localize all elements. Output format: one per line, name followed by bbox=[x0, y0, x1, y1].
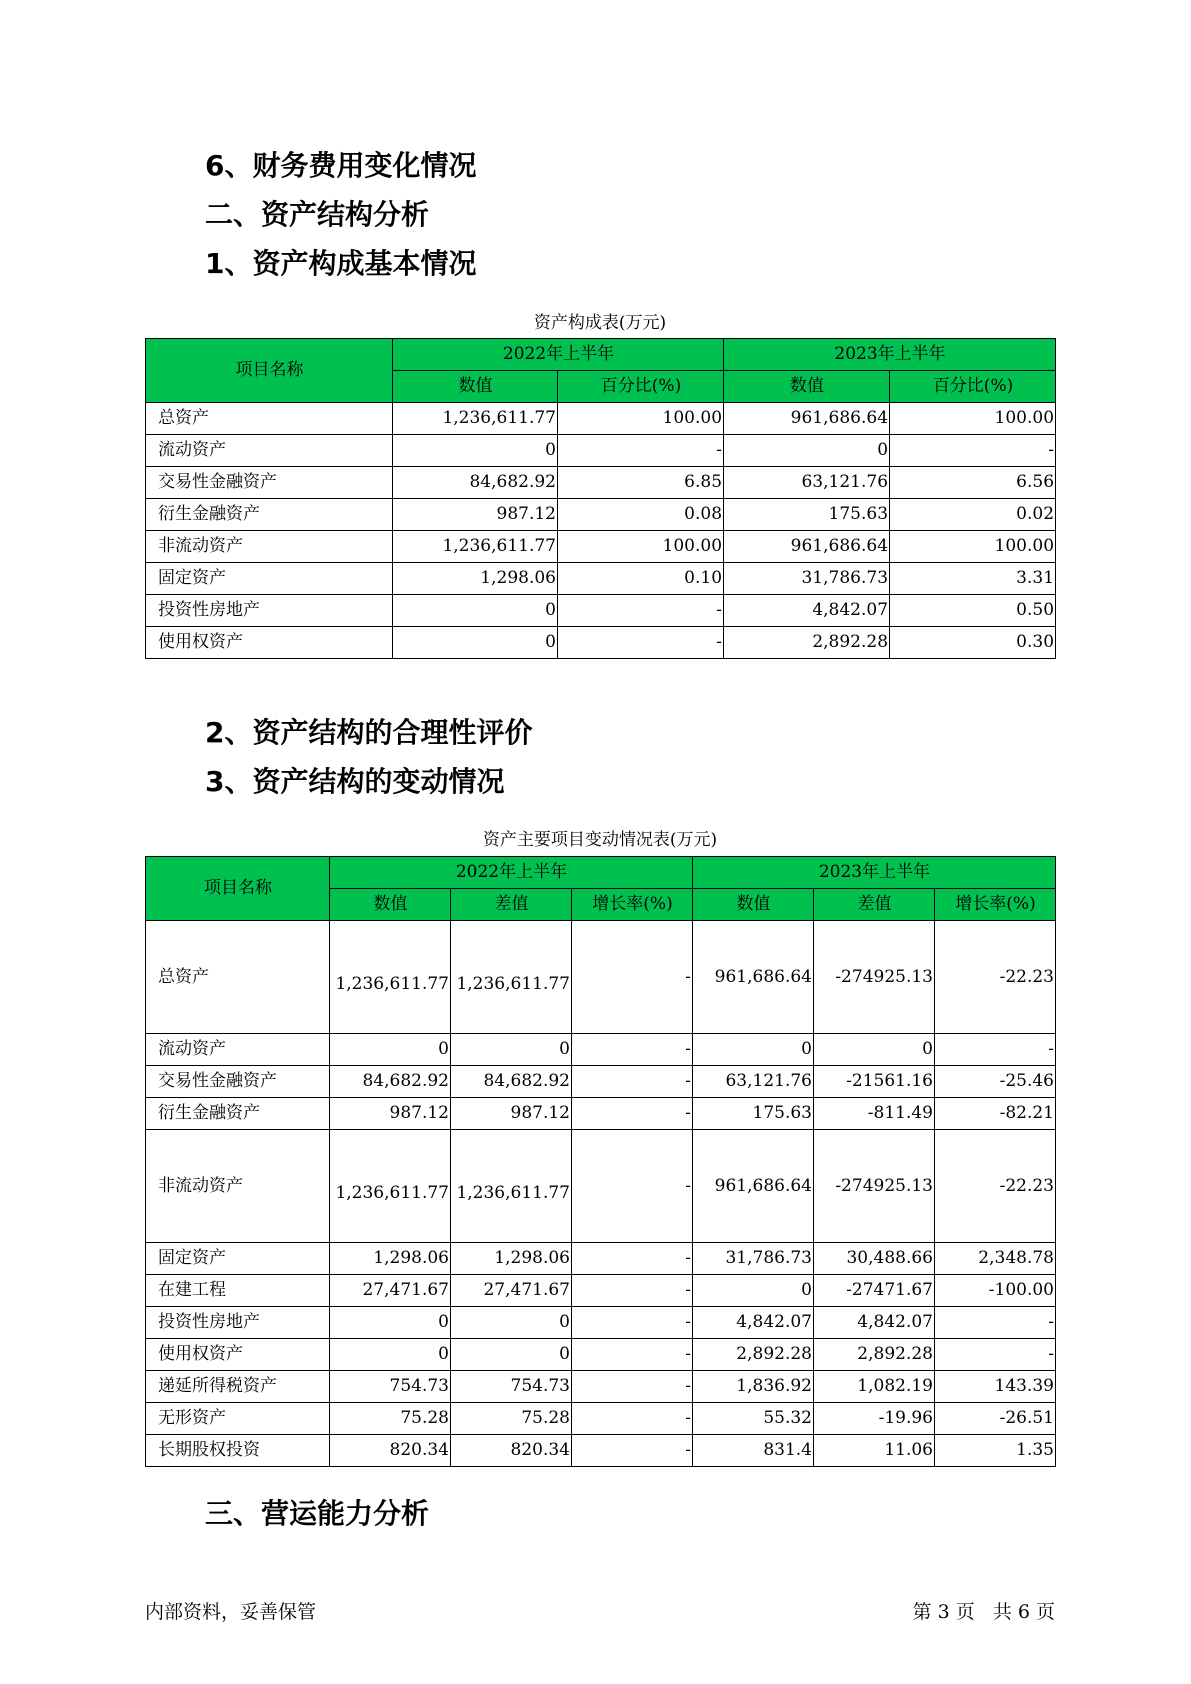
row-cell-p1: 0.10 bbox=[558, 563, 724, 595]
row-cell-g2: -100.00 bbox=[935, 1275, 1056, 1307]
row-cell-v1: 0 bbox=[393, 627, 558, 659]
row-cell-v2: 4,842.07 bbox=[693, 1307, 814, 1339]
row-item-name: 无形资产 bbox=[146, 1403, 330, 1435]
row-cell-v1: 0 bbox=[393, 435, 558, 467]
row-cell-v1: 1,236,611.77 bbox=[330, 921, 451, 1034]
row-cell-d2: -19.96 bbox=[814, 1403, 935, 1435]
row-cell-v1: 987.12 bbox=[393, 499, 558, 531]
row-cell-g1: - bbox=[572, 1307, 693, 1339]
row-cell-g1: - bbox=[572, 1339, 693, 1371]
row-cell-d2: -274925.13 bbox=[814, 1130, 935, 1243]
row-cell-p1: 6.85 bbox=[558, 467, 724, 499]
header-percent: 百分比(%) bbox=[890, 371, 1056, 403]
row-cell-v2: 2,892.28 bbox=[693, 1339, 814, 1371]
row-cell-v1: 0 bbox=[330, 1034, 451, 1066]
row-cell-g1: - bbox=[572, 1098, 693, 1130]
row-cell-g1: - bbox=[572, 1403, 693, 1435]
row-cell-d2: 30,488.66 bbox=[814, 1243, 935, 1275]
row-cell-v2: 4,842.07 bbox=[724, 595, 890, 627]
header-period-2022: 2022年上半年 bbox=[393, 339, 724, 371]
row-cell-d2: 1,082.19 bbox=[814, 1371, 935, 1403]
table-header-row bbox=[146, 857, 1056, 889]
row-cell-d2: -21561.16 bbox=[814, 1066, 935, 1098]
row-cell-p2: 100.00 bbox=[890, 531, 1056, 563]
row-cell-p1: 100.00 bbox=[558, 403, 724, 435]
row-cell-g1: - bbox=[572, 1371, 693, 1403]
table-row bbox=[146, 1435, 1056, 1467]
row-cell-d1: 75.28 bbox=[451, 1403, 572, 1435]
row-cell-g1: - bbox=[572, 1034, 693, 1066]
section-heading-structure-evaluation: 2、资产结构的合理性评价 bbox=[205, 716, 533, 749]
header-growth: 增长率(%) bbox=[935, 889, 1056, 921]
row-cell-g1: - bbox=[572, 1243, 693, 1275]
row-item-name: 长期股权投资 bbox=[146, 1435, 330, 1467]
row-cell-v2: 961,686.64 bbox=[724, 531, 890, 563]
row-cell-g2: 2,348.78 bbox=[935, 1243, 1056, 1275]
table-row bbox=[146, 1307, 1056, 1339]
row-cell-g2: 1.35 bbox=[935, 1435, 1056, 1467]
row-cell-d2: 2,892.28 bbox=[814, 1339, 935, 1371]
row-cell-g2: -25.46 bbox=[935, 1066, 1056, 1098]
row-cell-v1: 1,236,611.77 bbox=[393, 403, 558, 435]
row-cell-g2: -22.23 bbox=[935, 1130, 1056, 1243]
header-item-name: 项目名称 bbox=[146, 857, 330, 921]
table-row bbox=[146, 627, 1056, 659]
table-row bbox=[146, 1371, 1056, 1403]
row-cell-v1: 0 bbox=[330, 1339, 451, 1371]
table2-caption: 资产主要项目变动情况表(万元) bbox=[482, 830, 718, 850]
table-row bbox=[146, 1339, 1056, 1371]
row-cell-g2: - bbox=[935, 1339, 1056, 1371]
row-item-name: 非流动资产 bbox=[146, 531, 393, 563]
table-row bbox=[146, 595, 1056, 627]
row-cell-p1: 0.08 bbox=[558, 499, 724, 531]
row-cell-v2: 175.63 bbox=[693, 1098, 814, 1130]
row-cell-d2: -27471.67 bbox=[814, 1275, 935, 1307]
row-item-name: 固定资产 bbox=[146, 1243, 330, 1275]
row-cell-p2: 3.31 bbox=[890, 563, 1056, 595]
table-row bbox=[146, 563, 1056, 595]
table-row bbox=[146, 1403, 1056, 1435]
header-item-name: 项目名称 bbox=[146, 339, 393, 403]
row-cell-g1: - bbox=[572, 1435, 693, 1467]
row-cell-v2: 831.4 bbox=[693, 1435, 814, 1467]
row-cell-d2: -274925.13 bbox=[814, 921, 935, 1034]
row-cell-d2: 11.06 bbox=[814, 1435, 935, 1467]
row-cell-v1: 0 bbox=[330, 1307, 451, 1339]
row-cell-v1: 75.28 bbox=[330, 1403, 451, 1435]
header-value: 数值 bbox=[724, 371, 890, 403]
row-cell-v1: 84,682.92 bbox=[393, 467, 558, 499]
row-cell-d1: 27,471.67 bbox=[451, 1275, 572, 1307]
row-cell-v1: 754.73 bbox=[330, 1371, 451, 1403]
row-cell-g1: - bbox=[572, 921, 693, 1034]
row-cell-v2: 63,121.76 bbox=[724, 467, 890, 499]
row-cell-p1: - bbox=[558, 627, 724, 659]
header-diff: 差值 bbox=[814, 889, 935, 921]
row-cell-p2: - bbox=[890, 435, 1056, 467]
row-item-name: 衍生金融资产 bbox=[146, 499, 393, 531]
row-cell-g2: -22.23 bbox=[935, 921, 1056, 1034]
row-cell-p1: - bbox=[558, 595, 724, 627]
row-cell-g1: - bbox=[572, 1066, 693, 1098]
row-item-name: 固定资产 bbox=[146, 563, 393, 595]
row-item-name: 交易性金融资产 bbox=[146, 1066, 330, 1098]
row-cell-p2: 0.50 bbox=[890, 595, 1056, 627]
row-item-name: 总资产 bbox=[146, 403, 393, 435]
section-heading-asset-structure: 二、资产结构分析 bbox=[205, 198, 430, 231]
header-value: 数值 bbox=[393, 371, 558, 403]
table-row bbox=[146, 1098, 1056, 1130]
table-row bbox=[146, 499, 1056, 531]
row-cell-g2: -82.21 bbox=[935, 1098, 1056, 1130]
row-cell-v2: 31,786.73 bbox=[724, 563, 890, 595]
row-cell-g2: 143.39 bbox=[935, 1371, 1056, 1403]
row-cell-v2: 961,686.64 bbox=[693, 1130, 814, 1243]
row-cell-d1: 0 bbox=[451, 1307, 572, 1339]
row-item-name: 总资产 bbox=[146, 921, 330, 1034]
header-period-2023: 2023年上半年 bbox=[693, 857, 1056, 889]
row-cell-v2: 175.63 bbox=[724, 499, 890, 531]
row-cell-p2: 0.02 bbox=[890, 499, 1056, 531]
section-heading-asset-composition: 1、资产构成基本情况 bbox=[205, 247, 477, 280]
row-cell-d1: 1,236,611.77 bbox=[451, 1130, 572, 1243]
header-growth: 增长率(%) bbox=[572, 889, 693, 921]
header-period-2022: 2022年上半年 bbox=[330, 857, 693, 889]
row-cell-d1: 820.34 bbox=[451, 1435, 572, 1467]
row-cell-p2: 0.30 bbox=[890, 627, 1056, 659]
row-cell-v1: 820.34 bbox=[330, 1435, 451, 1467]
header-value: 数值 bbox=[693, 889, 814, 921]
table-row bbox=[146, 435, 1056, 467]
row-cell-d1: 754.73 bbox=[451, 1371, 572, 1403]
row-item-name: 投资性房地产 bbox=[146, 595, 393, 627]
asset-change-table bbox=[145, 856, 1056, 1467]
row-cell-p1: 100.00 bbox=[558, 531, 724, 563]
table-row bbox=[146, 1034, 1056, 1066]
row-cell-v1: 987.12 bbox=[330, 1098, 451, 1130]
row-item-name: 投资性房地产 bbox=[146, 1307, 330, 1339]
row-item-name: 递延所得税资产 bbox=[146, 1371, 330, 1403]
row-item-name: 交易性金融资产 bbox=[146, 467, 393, 499]
row-cell-v2: 961,686.64 bbox=[693, 921, 814, 1034]
section-heading-finance-cost: 6、财务费用变化情况 bbox=[205, 149, 477, 182]
row-item-name: 在建工程 bbox=[146, 1275, 330, 1307]
table-header-row bbox=[146, 339, 1056, 371]
row-cell-v2: 31,786.73 bbox=[693, 1243, 814, 1275]
row-cell-d1: 1,236,611.77 bbox=[451, 921, 572, 1034]
row-cell-d1: 1,298.06 bbox=[451, 1243, 572, 1275]
section-heading-structure-change: 3、资产结构的变动情况 bbox=[205, 765, 505, 798]
footer-confidential-note: 内部资料，妥善保管 bbox=[145, 1601, 317, 1623]
section-heading-operating-capacity: 三、营运能力分析 bbox=[205, 1497, 430, 1530]
row-cell-v1: 1,298.06 bbox=[393, 563, 558, 595]
row-cell-v1: 1,236,611.77 bbox=[330, 1130, 451, 1243]
table-row bbox=[146, 1130, 1056, 1243]
row-cell-p2: 6.56 bbox=[890, 467, 1056, 499]
row-cell-v1: 1,298.06 bbox=[330, 1243, 451, 1275]
row-cell-d1: 0 bbox=[451, 1339, 572, 1371]
row-item-name: 使用权资产 bbox=[146, 627, 393, 659]
header-percent: 百分比(%) bbox=[558, 371, 724, 403]
table-row bbox=[146, 403, 1056, 435]
row-cell-v1: 0 bbox=[393, 595, 558, 627]
row-cell-v2: 0 bbox=[693, 1275, 814, 1307]
row-cell-g2: - bbox=[935, 1307, 1056, 1339]
row-cell-v2: 0 bbox=[693, 1034, 814, 1066]
header-diff: 差值 bbox=[451, 889, 572, 921]
row-item-name: 非流动资产 bbox=[146, 1130, 330, 1243]
row-cell-d2: -811.49 bbox=[814, 1098, 935, 1130]
row-item-name: 使用权资产 bbox=[146, 1339, 330, 1371]
row-cell-p2: 100.00 bbox=[890, 403, 1056, 435]
row-cell-v2: 63,121.76 bbox=[693, 1066, 814, 1098]
row-cell-v1: 1,236,611.77 bbox=[393, 531, 558, 563]
row-item-name: 流动资产 bbox=[146, 435, 393, 467]
row-cell-d1: 987.12 bbox=[451, 1098, 572, 1130]
row-cell-d1: 0 bbox=[451, 1034, 572, 1066]
row-cell-d2: 0 bbox=[814, 1034, 935, 1066]
footer-page-number: 第 3 页 共 6 页 bbox=[912, 1601, 1055, 1623]
row-cell-v2: 0 bbox=[724, 435, 890, 467]
table-row bbox=[146, 921, 1056, 1034]
table-row bbox=[146, 531, 1056, 563]
header-value: 数值 bbox=[330, 889, 451, 921]
row-item-name: 衍生金融资产 bbox=[146, 1098, 330, 1130]
row-cell-v2: 55.32 bbox=[693, 1403, 814, 1435]
row-cell-v2: 1,836.92 bbox=[693, 1371, 814, 1403]
header-period-2023: 2023年上半年 bbox=[724, 339, 1056, 371]
row-cell-v2: 961,686.64 bbox=[724, 403, 890, 435]
row-cell-g1: - bbox=[572, 1275, 693, 1307]
table1-caption: 资产构成表(万元) bbox=[533, 313, 667, 333]
row-item-name: 流动资产 bbox=[146, 1034, 330, 1066]
row-cell-g1: - bbox=[572, 1130, 693, 1243]
row-cell-v1: 84,682.92 bbox=[330, 1066, 451, 1098]
row-cell-v2: 2,892.28 bbox=[724, 627, 890, 659]
table-row bbox=[146, 467, 1056, 499]
row-cell-g2: -26.51 bbox=[935, 1403, 1056, 1435]
table-row bbox=[146, 1275, 1056, 1307]
asset-composition-table bbox=[145, 338, 1056, 659]
row-cell-p1: - bbox=[558, 435, 724, 467]
row-cell-d1: 84,682.92 bbox=[451, 1066, 572, 1098]
table-row bbox=[146, 1243, 1056, 1275]
row-cell-v1: 27,471.67 bbox=[330, 1275, 451, 1307]
row-cell-g2: - bbox=[935, 1034, 1056, 1066]
table-row bbox=[146, 1066, 1056, 1098]
row-cell-d2: 4,842.07 bbox=[814, 1307, 935, 1339]
